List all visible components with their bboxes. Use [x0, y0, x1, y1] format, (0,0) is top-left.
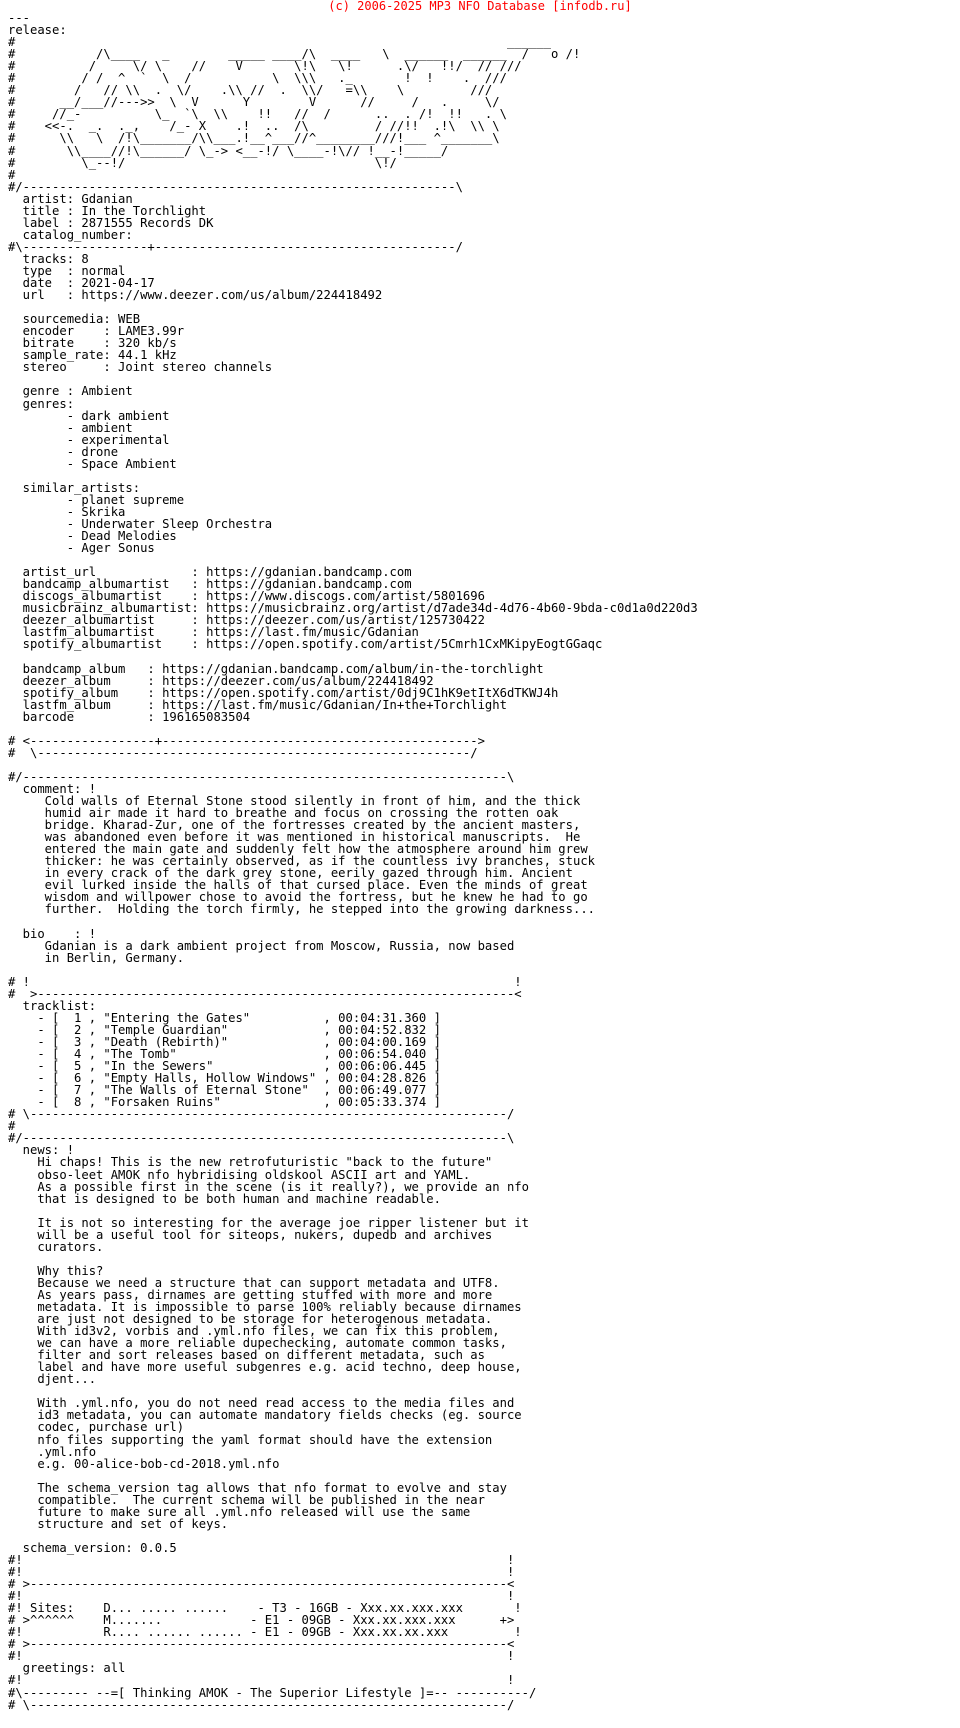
copyright-header: (c) 2006-2025 MP3 NFO Database [infodb.ru]	[328, 0, 632, 13]
nfo-text: --- release: # ______ # /\____ _ _____ ____/\ ____ \ ______ ______ / o /! # / \/ \ // V \!\ \! .\/ !!/ // /// # / / ^ ` \ / \ \\\ ._ ! ! . /// # / // \\ . \/ .\\ // . \\/ =\\ \ /// # __/___//--->> \ V Y V // / . \/ # //_- \_ `\ \\ !! // / .. . /! !! . \ # <<-. _. ._, /_- X .! .. /\ / //!! .!\ \\ \ # \\ \ /!\_______/\\___.!__^___//^________///!___ ^_______\ # \\____//!\______/ \_-> <__-!/ \____-!\// !__-!_____/ # \_--!/ \!/ # #/-----------------------------------------------------------\ artist: Gdanian title : In the Torchlight label : 2871555 Records DK catalog_number: #\-----------------+-----------------------------------------/ tracks: 8 type : normal date : 2021-04-17 url : https://www.deezer.com/us/album/224418492 sourcemedia: WEB encoder : LAME3.99r bitrate : 320 kb/s sample_rate: 44.1 kHz stereo : Joint stereo channels genre : Ambient genres: - dark ambient - ambient - experimental - drone - Space Ambient similar_artists: - planet supreme - Skrika - Underwater Sleep Orchestra - Dead Melodies - Ager Sonus artist_url : https://gdanian.bandcamp.com bandcamp_albumartist : https://gdanian.bandcamp.com discogs_albumartist : https://www.discogs.com/artist/5801696 musicbrainz_albumartist: https://musicbrainz.org/artist/d7ade34d-4d76-4b60-9bda-c0d1a0d220d3 deezer_albumartist : https://deezer.com/us/artist/125730422 lastfm_albumartist : https://last.fm/music/Gdanian spotify_albumartist : https://open.spotify.com/artist/5Cmrh1CxMKipyEogtGGaqc bandcamp_album : https://gdanian.bandcamp.com/album/in-the-torchlight deezer_album : https://deezer.com/us/album/224418492 spotify_album : https://open.spotify.com/artist/0dj9C1hK9etItX6dTKWJ4h lastfm_album : https://last.fm/music/Gdanian/In+the+Torchlight barcode : 196165083504 # <-----------------+-------------------------------------------> # \-----------------------------------------------------------/ #/------------------------------------------------------------------\ comment: ! Cold walls of Eternal Stone stood silently in front of him, and the thick humid air made it hard to breathe and focus on crossing the rotten oak bridge. Kharad-Zur, one of the fortresses created by the ancient masters, was abandoned even before it was mentioned in historical manuscripts. He entered the main gate and suddenly felt how the atmosphere around him grew thicker: he was certainly observed, as if the countless ivy branches, stuck in every crack of the dark grey stone, eerily gazed through him. Ancient evil lurked inside the halls of that cursed place. Even the minds of great wisdom and willpower chose to avoid the fortress, but he knew he had to go further. Holding the torch firmly, he stepped into the growing darkness... bio : ! Gdanian is a dark ambient project from Moscow, Russia, now based in Berlin, Germany. # ! ! # >-----------------------------------------------------------------< tracklist: - [ 1 , "Entering the Gates" , 00:04:31.360 ] - [ 2 , "Temple Guardian" , 00:04:52.832 ] - [ 3 , "Death (Rebirth)" , 00:04:00.169 ] - [ 4 , "The Tomb" , 00:06:54.040 ] - [ 5 , "In the Sewers" , 00:06:06.445 ] - [ 6 , "Empty Halls, Hollow Windows" , 00:04:28.826 ] - [ 7 , "The Walls of Eternal Stone" , 00:06:49.077 ] - [ 8 , "Forsaken Ruins" , 00:05:33.374 ] # \-----------------------------------------------------------------/ # #/------------------------------------------------------------------\ news: ! Hi chaps! This is the new retrofuturistic "back to the future" obso-leet AMOK nfo hybridising oldskool ASCII art and YAML. As a possible first in the scene (is it really?), we provide an nfo that is designed to be both human and machine readable. It is not so interesting for the average joe ripper listener but it will be a useful tool for siteops, nukers, dupedb and archives curators. Why this? Because we need a structure that can support metadata and UTF8. As years pass, dirnames are getting stuffed with more and more metadata. It is impossible to parse 100% reliably because dirnames are just not designed to be storage for heterogenous metadata. With id3v2, vorbis and .yml.nfo files, we can fix this problem, we can have a more reliable dupechecking, automate common tasks, filter and sort releases based on different metadata, such as label and have more useful subgenres e.g. acid techno, deep house, djent... With .yml.nfo, you do not need read access to the media files and id3 metadata, you can automate mandatory fields checks (eg. source codec, purchase url) nfo files supporting the yaml format should have the extension .yml.nfo e.g. 00-alice-bob-cd-2018.yml.nfo The schema_version tag allows that nfo format to evolve and stay compatible. The current schema will be published in the near future to make sure all .yml.nfo released will use the same structure and set of keys. schema_version: 0.0.5 #! ! #! ! # >-----------------------------------------------------------------< #! ! #! Sites: D... ..... ...... - T3 - 16GB - Xxx.xx.xxx.xxx ! # >^^^^^^ M....... - E1 - 09GB - Xxx.xx.xxx.xxx +> #! R.... ...... ...... - E1 - 09GB - Xxx.xx.xx.xxx ! # >-----------------------------------------------------------------< #! ! greetings: all #! ! #\--------- --=[ Thinking AMOK - The Superior Lifestyle ]=-- ----------/ # \-----------------------------------------------------------------/	[8, 12, 698, 1711]
